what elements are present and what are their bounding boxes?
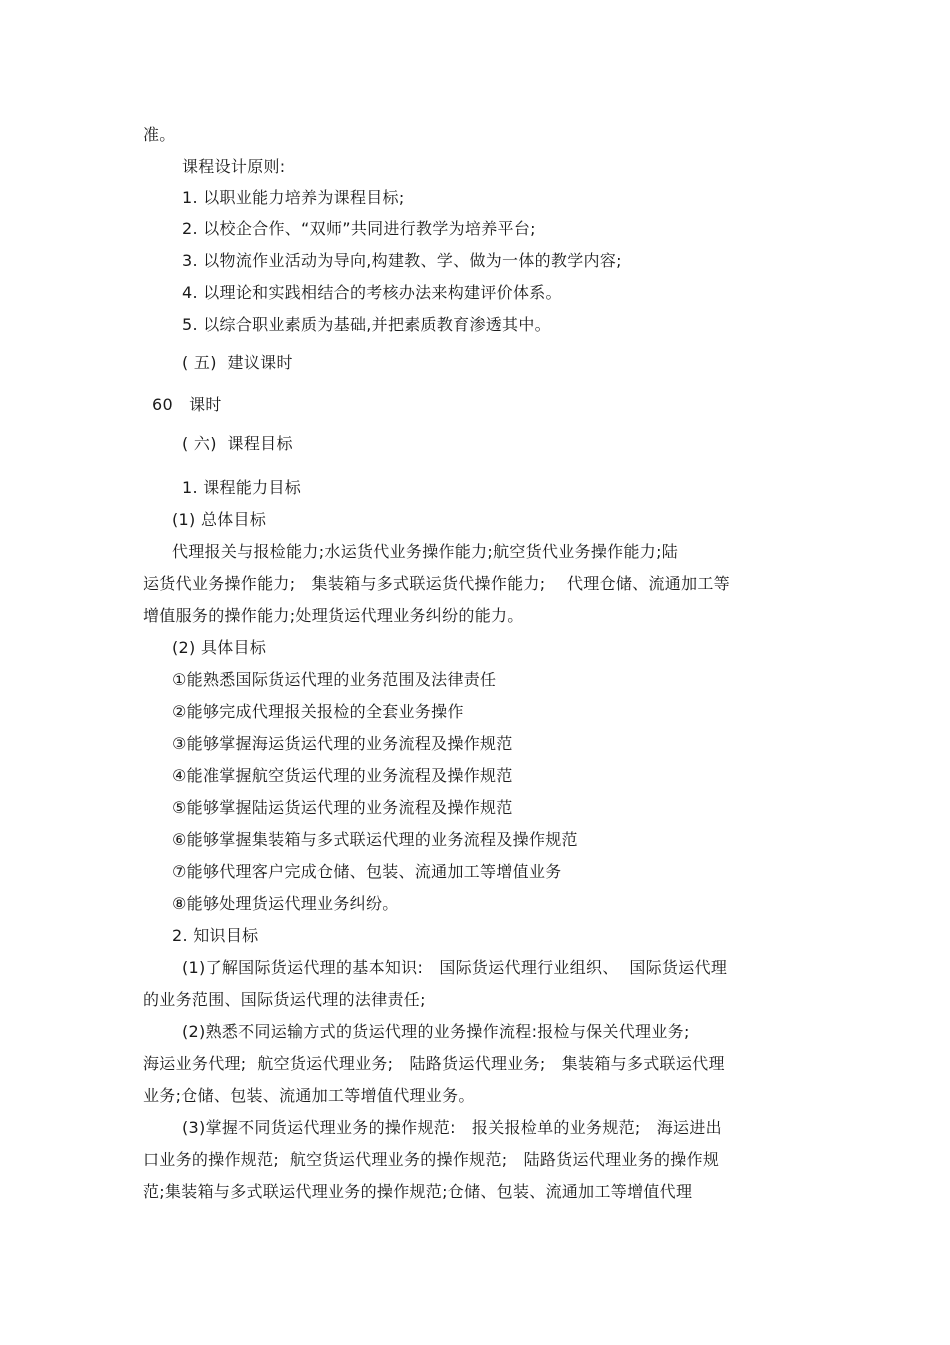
paragraph-line: 口业务的操作规范; 航空货运代理业务的操作规范; 陆路货运代理业务的操作规 [143,1150,720,1169]
subsection-heading: (1) 总体目标 [172,510,267,529]
paragraph-line: 代理报关与报检能力;水运货代业务操作能力;航空货代业务操作能力;陆 [172,542,679,561]
text-line: 准。 [143,125,176,144]
list-item: 1. 以职业能力培养为课程目标; [182,188,405,207]
section-heading: 课程设计原则: [182,157,286,176]
list-item: ⑥能够掌握集装箱与多式联运代理的业务流程及操作规范 [172,830,578,849]
paragraph-line: 海运业务代理; 航空货运代理业务; 陆路货运代理业务; 集装箱与多式联运代理 [143,1054,725,1073]
list-item: ①能熟悉国际货运代理的业务范围及法律责任 [172,670,497,689]
subsection-heading: (2) 具体目标 [172,638,267,657]
list-item: 2. 以校企合作、“双师”共同进行教学为培养平台; [182,219,536,238]
list-item: 4. 以理论和实践相结合的考核办法来构建评价体系。 [182,283,562,302]
paragraph-line: 的业务范围、国际货运代理的法律责任; [143,990,426,1009]
paragraph-line: 运货代业务操作能力; 集装箱与多式联运货代操作能力; 代理仓储、流通加工等 [143,574,730,593]
list-item: ⑧能够处理货运代理业务纠纷。 [172,894,399,913]
list-item: 3. 以物流作业活动为导向,构建教、学、做为一体的教学内容; [182,251,622,270]
paragraph-line: 范;集装箱与多式联运代理业务的操作规范;仓储、包装、流通加工等增值代理 [143,1182,693,1201]
list-item: ②能够完成代理报关报检的全套业务操作 [172,702,464,721]
list-item: ③能够掌握海运货运代理的业务流程及操作规范 [172,734,513,753]
list-item: ⑦能够代理客户完成仓储、包装、流通加工等增值业务 [172,862,562,881]
paragraph-line: 业务;仓储、包装、流通加工等增值代理业务。 [143,1086,475,1105]
list-item: 5. 以综合职业素质为基础,并把素质教育渗透其中。 [182,315,551,334]
list-item: ④能准掌握航空货运代理的业务流程及操作规范 [172,766,513,785]
text-line: 60 课时 [152,395,222,414]
paragraph-line: (3)掌握不同货运代理业务的操作规范: 报关报检单的业务规范; 海运进出 [182,1118,722,1137]
paragraph-line: 增值服务的操作能力;处理货运代理业务纠纷的能力。 [143,606,524,625]
section-heading: ( 六) 课程目标 [182,434,293,453]
subsection-heading: 1. 课程能力目标 [182,478,302,497]
paragraph-line: (2)熟悉不同运输方式的货运代理的业务操作流程:报检与保关代理业务; [182,1022,690,1041]
subsection-heading: 2. 知识目标 [172,926,259,945]
list-item: ⑤能够掌握陆运货运代理的业务流程及操作规范 [172,798,513,817]
section-heading: ( 五) 建议课时 [182,353,293,372]
paragraph-line: (1)了解国际货运代理的基本知识: 国际货运代理行业组织、 国际货运代理 [182,958,728,977]
